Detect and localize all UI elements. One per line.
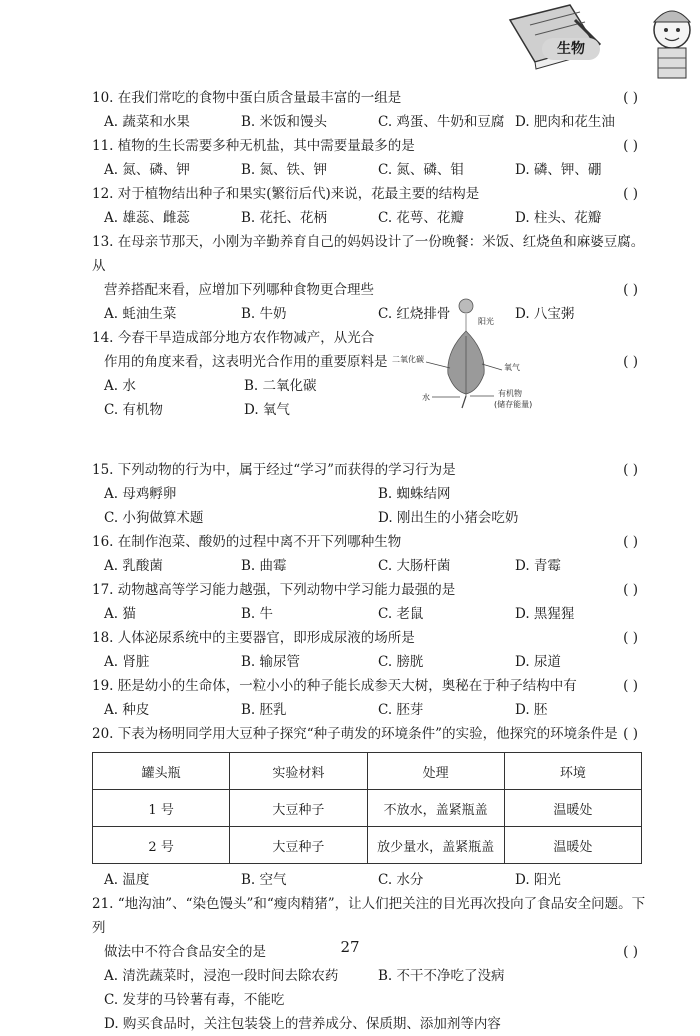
option-b[interactable]: B. 二氧化碳 <box>244 378 317 394</box>
answer-bracket[interactable]: ( ) <box>623 90 638 106</box>
option-a[interactable]: A. 氮、磷、钾 <box>104 162 190 178</box>
options-row <box>92 206 652 230</box>
question-stem: 19. 胚是幼小的生命体，一粒小小的种子能长成参天大树，奥秘在于种子结构中有 <box>92 678 577 694</box>
option-a[interactable]: A. 乳酸菌 <box>104 558 163 574</box>
question-18 <box>92 626 652 650</box>
options-row <box>92 1012 652 1036</box>
question-stem: 13. 在母亲节那天，小刚为辛勤养育自己的妈妈设计了一份晚餐：米饭、红烧鱼和麻婆豆腐。从 <box>92 234 645 274</box>
option-a[interactable]: A. 猫 <box>104 606 136 622</box>
option-d[interactable]: D. 青霉 <box>515 558 561 574</box>
question-16 <box>92 530 652 554</box>
option-d[interactable]: D. 八宝粥 <box>515 306 575 322</box>
option-c[interactable]: C. 氮、磷、钼 <box>378 162 464 178</box>
option-d[interactable]: D. 购买食品时，关注包装袋上的营养成分、保质期、添加剂等内容 <box>104 1016 501 1032</box>
option-d[interactable]: D. 柱头、花瓣 <box>515 210 602 226</box>
option-c[interactable]: C. 红烧排骨 <box>378 306 451 322</box>
option-a[interactable]: A. 雄蕊、雌蕊 <box>104 210 190 226</box>
option-a[interactable]: A. 母鸡孵卵 <box>104 486 177 502</box>
option-d[interactable]: D. 尿道 <box>515 654 561 670</box>
answer-bracket[interactable]: ( ) <box>623 678 638 694</box>
option-b[interactable]: B. 曲霉 <box>241 558 287 574</box>
question-stem-cont: 作用的角度来看，这表明光合作用的重要原料是 <box>104 354 388 370</box>
answer-bracket[interactable]: ( ) <box>623 138 638 154</box>
option-a[interactable]: A. 蔬菜和水果 <box>104 114 190 130</box>
option-a[interactable]: A. 肾脏 <box>104 654 150 670</box>
option-c[interactable]: C. 鸡蛋、牛奶和豆腐 <box>378 114 505 130</box>
question-17 <box>92 578 652 602</box>
options-row <box>92 698 652 722</box>
o2-label: 氧气 <box>504 363 520 372</box>
sun-label: 阳光 <box>478 317 494 326</box>
question-15 <box>92 458 652 482</box>
subject-badge: 生物 <box>542 38 600 60</box>
question-stem: 15. 下列动物的行为中，属于经过“学习”而获得的学习行为是 <box>92 462 456 478</box>
option-a[interactable]: A. 蚝油生菜 <box>104 306 177 322</box>
option-c[interactable]: C. 胚芽 <box>378 702 424 718</box>
answer-bracket[interactable]: ( ) <box>623 630 638 646</box>
option-d[interactable]: D. 氧气 <box>244 402 290 418</box>
option-b[interactable]: B. 米饭和馒头 <box>241 114 328 130</box>
option-d[interactable]: D. 刚出生的小猪会吃奶 <box>378 510 519 526</box>
table-header-cell: 罐头瓶 <box>93 753 230 790</box>
option-c[interactable]: C. 小狗做算术题 <box>104 510 204 526</box>
option-b[interactable]: B. 不干不净吃了没病 <box>378 968 505 984</box>
question-stem-cont: 营养搭配来看，应增加下列哪种食物更合理些 <box>104 282 374 298</box>
option-a[interactable]: A. 温度 <box>104 872 150 888</box>
question-stem: 18. 人体泌尿系统中的主要器官，即形成尿液的场所是 <box>92 630 415 646</box>
question-11 <box>92 134 652 158</box>
question-12 <box>92 182 652 206</box>
option-d[interactable]: D. 阳光 <box>515 872 561 888</box>
answer-bracket[interactable]: ( ) <box>623 354 638 370</box>
photosynthesis-diagram <box>390 296 570 412</box>
table-row <box>93 790 642 827</box>
question-stem-cont: 做法中不符合食品安全的是 <box>104 944 266 960</box>
question-stem: 11. 植物的生长需要多种无机盐，其中需要量最多的是 <box>92 138 415 154</box>
option-b[interactable]: B. 胚乳 <box>241 702 287 718</box>
experiment-table <box>92 752 642 864</box>
options-row <box>92 506 652 530</box>
option-b[interactable]: B. 牛奶 <box>241 306 287 322</box>
answer-bracket[interactable]: ( ) <box>623 944 638 960</box>
option-c[interactable]: C. 膀胱 <box>378 654 424 670</box>
question-13 <box>92 230 652 278</box>
option-c[interactable]: C. 大肠杆菌 <box>378 558 451 574</box>
option-b[interactable]: B. 氮、铁、钾 <box>241 162 328 178</box>
option-b[interactable]: B. 花托、花柄 <box>241 210 328 226</box>
table-header-row <box>93 753 642 790</box>
table-cell: 放少量水，盖紧瓶盖 <box>367 827 504 864</box>
option-c[interactable]: C. 有机物 <box>104 402 163 418</box>
table-header-cell: 处理 <box>367 753 504 790</box>
answer-bracket[interactable]: ( ) <box>623 534 638 550</box>
option-b[interactable]: B. 空气 <box>241 872 287 888</box>
table-header-cell: 实验材料 <box>230 753 367 790</box>
option-c[interactable]: C. 老鼠 <box>378 606 424 622</box>
table-cell: 2 号 <box>93 827 230 864</box>
table-cell: 温暖处 <box>504 827 641 864</box>
question-20 <box>92 722 652 746</box>
table-cell: 1 号 <box>93 790 230 827</box>
options-row <box>92 988 652 1012</box>
question-stem: 16. 在制作泡菜、酸奶的过程中离不开下列哪种生物 <box>92 534 402 550</box>
header-book-illustration <box>500 0 700 85</box>
answer-bracket[interactable]: ( ) <box>623 582 638 598</box>
option-c[interactable]: C. 水分 <box>378 872 424 888</box>
table-cell: 大豆种子 <box>230 827 367 864</box>
option-d[interactable]: D. 黑猩猩 <box>515 606 575 622</box>
answer-bracket[interactable]: ( ) <box>623 726 638 742</box>
options-row <box>92 158 652 182</box>
question-stem: 17. 动物越高等学习能力越强，下列动物中学习能力最强的是 <box>92 582 456 598</box>
options-row <box>92 554 652 578</box>
question-stem: 21. “地沟油”、“染色馒头”和“瘦肉精猪”，让人们把关注的目光再次投向了食品安全问题。下列 <box>92 896 646 936</box>
answer-bracket[interactable]: ( ) <box>623 186 638 202</box>
organic-label: 有机物 <box>498 389 522 398</box>
question-list <box>92 86 652 1036</box>
option-d[interactable]: D. 肥肉和花生油 <box>515 114 615 130</box>
option-a[interactable]: A. 水 <box>104 378 136 394</box>
option-d[interactable]: D. 胚 <box>515 702 548 718</box>
table-cell: 温暖处 <box>504 790 641 827</box>
options-row <box>92 868 652 892</box>
answer-bracket[interactable]: ( ) <box>623 462 638 478</box>
question-stem: 14. 今春干旱造成部分地方农作物减产，从光合 <box>92 330 375 346</box>
question-stem: 10. 在我们常吃的食物中蛋白质含量最丰富的一组是 <box>92 90 402 106</box>
option-c[interactable]: C. 花萼、花瓣 <box>378 210 464 226</box>
option-a[interactable]: A. 清洗蔬菜时，浸泡一段时间去除农药 <box>104 968 339 984</box>
option-b[interactable]: B. 牛 <box>241 606 274 622</box>
co2-label: 二氧化碳 <box>392 355 424 364</box>
water-label: 水 <box>422 393 430 402</box>
option-c[interactable]: C. 发芽的马铃薯有毒，不能吃 <box>104 992 285 1008</box>
option-d[interactable]: D. 磷、钾、硼 <box>515 162 602 178</box>
options-row <box>92 110 652 134</box>
answer-bracket[interactable]: ( ) <box>623 282 638 298</box>
options-row <box>92 482 652 506</box>
table-cell: 大豆种子 <box>230 790 367 827</box>
options-row <box>92 650 652 674</box>
question-10 <box>92 86 652 110</box>
option-b[interactable]: B. 蜘蛛结网 <box>378 486 451 502</box>
question-21 <box>92 892 652 940</box>
table-header-cell: 环境 <box>504 753 641 790</box>
options-row <box>92 964 652 988</box>
question-stem: 12. 对于植物结出种子和果实(繁衍后代)来说，花最主要的结构是 <box>92 186 480 202</box>
option-a[interactable]: A. 种皮 <box>104 702 150 718</box>
options-row <box>92 602 652 626</box>
table-cell: 不放水，盖紧瓶盖 <box>367 790 504 827</box>
sun-icon <box>459 299 473 313</box>
organic-sublabel: (储存能量) <box>494 400 533 409</box>
question-19 <box>92 674 652 698</box>
question-stem: 20. 下表为杨明同学用大豆种子探究“种子萌发的环境条件”的实验，他探究的环境条件是 <box>92 726 618 742</box>
option-b[interactable]: B. 输尿管 <box>241 654 301 670</box>
table-row <box>93 827 642 864</box>
page-number: 27 <box>340 938 360 956</box>
